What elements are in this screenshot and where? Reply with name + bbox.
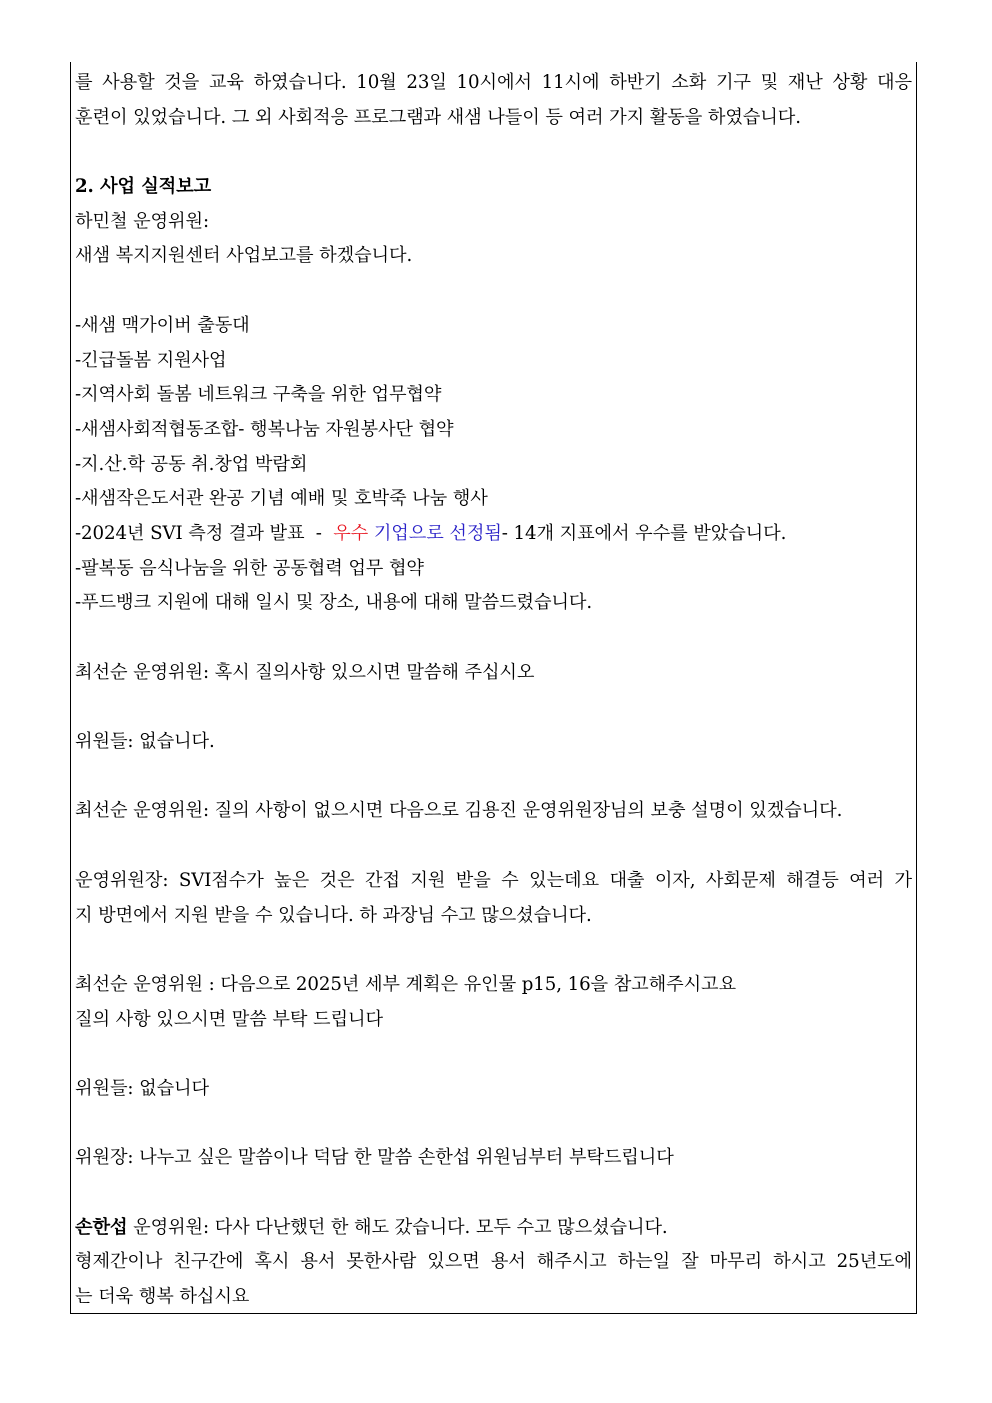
svi-suffix: - 14개 지표에서 우수를 받았습니다. — [501, 522, 787, 544]
list-item: -새샘작은도서관 완공 기념 예배 및 호박죽 나눔 행사 — [75, 488, 488, 510]
svi-highlight-blue: 기업으로 선정됨 — [373, 522, 502, 544]
spacer — [75, 829, 912, 864]
dialogue-q3-line1: 최선순 운영위원 : 다음으로 2025년 세부 계획은 유인물 p15, 16을 참고해주시고요 — [75, 973, 736, 995]
document-body — [75, 66, 912, 1315]
section-heading: 2. 사업 실적보고 — [75, 176, 212, 198]
dialogue-a2: 위원들: 없습니다 — [75, 1077, 209, 1099]
list-item: -팔복동 음식나눔을 위한 공동협력 업무 협약 — [75, 557, 424, 579]
document-frame — [70, 62, 917, 1314]
dialogue-son-line2: 형제간이나 친구간에 혹시 용서 못한사람 있으면 용서 해주시고 하는일 잘 마무리 하시고 25년도에 — [75, 1251, 912, 1273]
spacer — [75, 760, 912, 795]
list-item: -푸드뱅크 지원에 대해 일시 및 장소, 내용에 대해 말씀드렸습니다. — [75, 592, 593, 614]
svi-highlight-red: 우수 — [333, 522, 374, 544]
dialogue-q1: 최선순 운영위원: 혹시 질의사항 있으시면 말씀해 주십시오 — [75, 661, 535, 683]
son-remark: 운영위원: 다사 다난했던 한 해도 갔습니다. 모두 수고 많으셨습니다. — [127, 1216, 668, 1238]
list-item: -새샘 맥가이버 출동대 — [75, 314, 250, 336]
dialogue-chair1-line2: 지 방면에서 지원 받을 수 있습니다. 하 과장님 수고 많으셨습니다. — [75, 904, 592, 926]
speaker-name: 손한섭 — [75, 1216, 128, 1238]
svi-prefix: -2024년 SVI 측정 결과 발표 - — [75, 522, 334, 544]
spacer — [75, 621, 912, 656]
dialogue-q3-line2: 질의 사항 있으시면 말씀 부탁 드립니다 — [75, 1008, 383, 1030]
report-lead: 새샘 복지지원센터 사업보고를 하겠습니다. — [75, 245, 413, 267]
spacer — [75, 1107, 912, 1142]
list-item: -긴급돌봄 지원사업 — [75, 349, 227, 371]
dialogue-chair2: 위원장: 나누고 싶은 말씀이나 덕담 한 말씀 손한섭 위원님부터 부탁드립니다 — [75, 1147, 674, 1169]
intro-line-2: 훈련이 있었습니다. 그 외 사회적응 프로그램과 새샘 나들이 등 여러 가지 활동을 하였습니다. — [75, 106, 801, 128]
dialogue-chair1-line1: 운영위원장: SVI점수가 높은 것은 간접 지원 받을 수 있는데요 대출 이자, 사회문제 해결등 여러 가 — [75, 869, 912, 891]
spacer — [75, 1176, 912, 1211]
dialogue-son-line1 — [75, 1211, 912, 1246]
dialogue-q2: 최선순 운영위원: 질의 사항이 없으시면 다음으로 김용진 운영위원장님의 보충 설명이 있겠습니다. — [75, 800, 843, 822]
spacer — [75, 274, 912, 309]
dialogue-a1: 위원들: 없습니다. — [75, 731, 215, 753]
list-item-svi — [75, 517, 912, 552]
speaker-line: 하민철 운영위원: — [75, 210, 209, 232]
list-item: -지.산.학 공동 취.창업 박람회 — [75, 453, 308, 475]
spacer — [75, 135, 912, 170]
intro-line-1: 를 사용할 것을 교육 하였습니다. 10월 23일 10시에서 11시에 하반기 소화 기구 및 재난 상황 대응 — [75, 72, 912, 93]
spacer — [75, 933, 912, 968]
list-item: -지역사회 돌봄 네트워크 구축을 위한 업무협약 — [75, 384, 442, 406]
dialogue-son-line3: 는 더욱 행복 하십시요 — [75, 1286, 250, 1308]
spacer — [75, 1037, 912, 1072]
spacer — [75, 690, 912, 725]
list-item: -새샘사회적협동조합- 행복나눔 자원봉사단 협약 — [75, 418, 454, 440]
